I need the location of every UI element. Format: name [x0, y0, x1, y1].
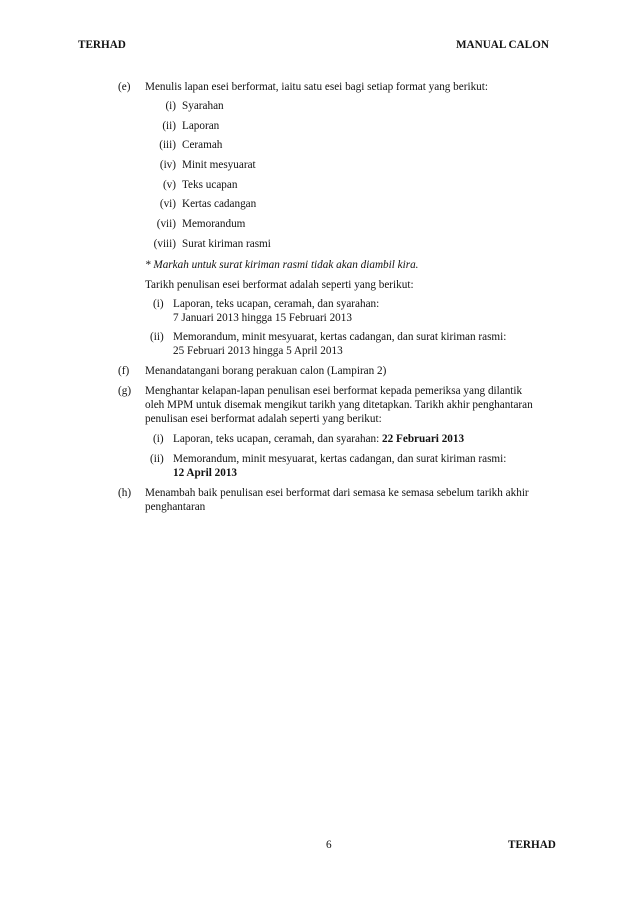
date-line2: 7 Januari 2013 hingga 15 Februari 2013 [173, 312, 352, 324]
item-f-marker: (f) [118, 365, 130, 377]
deadline-date: 12 April 2013 [173, 467, 238, 479]
date-line1: Laporan, teks ucapan, ceramah, dan syarahan: [173, 298, 380, 310]
format-label: Teks ucapan [182, 179, 238, 191]
deadline-row [173, 432, 464, 446]
item-g-line: Menghantar kelapan-lapan penulisan esei berformat kepada pemeriksa yang dilantik [145, 385, 523, 397]
page-number: 6 [326, 839, 332, 851]
item-h-line: Menambah baik penulisan esei berformat dari semasa ke semasa sebelum tarikh akhir [145, 487, 529, 499]
format-label: Ceramah [182, 139, 223, 151]
item-e-text: Menulis lapan esei berformat, iaitu satu esei bagi setiap format yang berikut: [145, 81, 488, 93]
item-g-marker: (g) [118, 385, 132, 397]
item-g-line: penulisan esei berformat adalah seperti yang berikut: [145, 413, 382, 425]
item-f-text: Menandatangani borang perakuan calon (Lampiran 2) [145, 365, 387, 377]
date-line2: 25 Februari 2013 hingga 5 April 2013 [173, 345, 343, 357]
item-h-line: penghantaran [145, 501, 206, 513]
header-classification: TERHAD [78, 39, 126, 51]
deadline-date: 22 Februari 2013 [382, 433, 465, 445]
item-g-line: oleh MPM untuk disemak mengikut tarikh yang ditetapkan. Tarikh akhir penghantaran [145, 399, 533, 411]
date-num: (i) [153, 298, 164, 310]
item-h-marker: (h) [118, 487, 132, 499]
deadline-text: Memorandum, minit mesyuarat, kertas cadangan, dan surat kiriman rasmi: [173, 453, 507, 465]
deadline-num: (ii) [150, 453, 164, 465]
note-text: * Markah untuk surat kiriman rasmi tidak akan diambil kira. [145, 259, 419, 271]
item-e-marker: (e) [118, 81, 131, 93]
footer-classification: TERHAD [508, 839, 556, 851]
date-line1: Memorandum, minit mesyuarat, kertas cadangan, dan surat kiriman rasmi: [173, 331, 507, 343]
deadline-text: Laporan, teks ucapan, ceramah, dan syarahan: [173, 433, 383, 445]
format-num: (v) [162, 179, 176, 191]
dates-intro: Tarikh penulisan esei berformat adalah seperti yang berikut: [145, 279, 414, 291]
format-num: (vi) [159, 198, 176, 210]
format-label: Surat kiriman rasmi [182, 238, 271, 250]
format-num: (iii) [159, 139, 176, 151]
format-label: Kertas cadangan [182, 198, 257, 210]
format-num: (i) [165, 100, 176, 112]
format-label: Minit mesyuarat [182, 159, 256, 171]
format-num: (ii) [162, 120, 176, 132]
deadline-num: (i) [153, 433, 164, 445]
format-label: Memorandum [182, 218, 246, 230]
header-title: MANUAL CALON [456, 39, 549, 51]
format-label: Syarahan [182, 100, 224, 112]
date-num: (ii) [150, 331, 164, 343]
format-num: (iv) [159, 159, 176, 171]
format-label: Laporan [182, 120, 220, 132]
format-num: (vii) [156, 218, 176, 230]
format-num: (viii) [153, 238, 176, 250]
